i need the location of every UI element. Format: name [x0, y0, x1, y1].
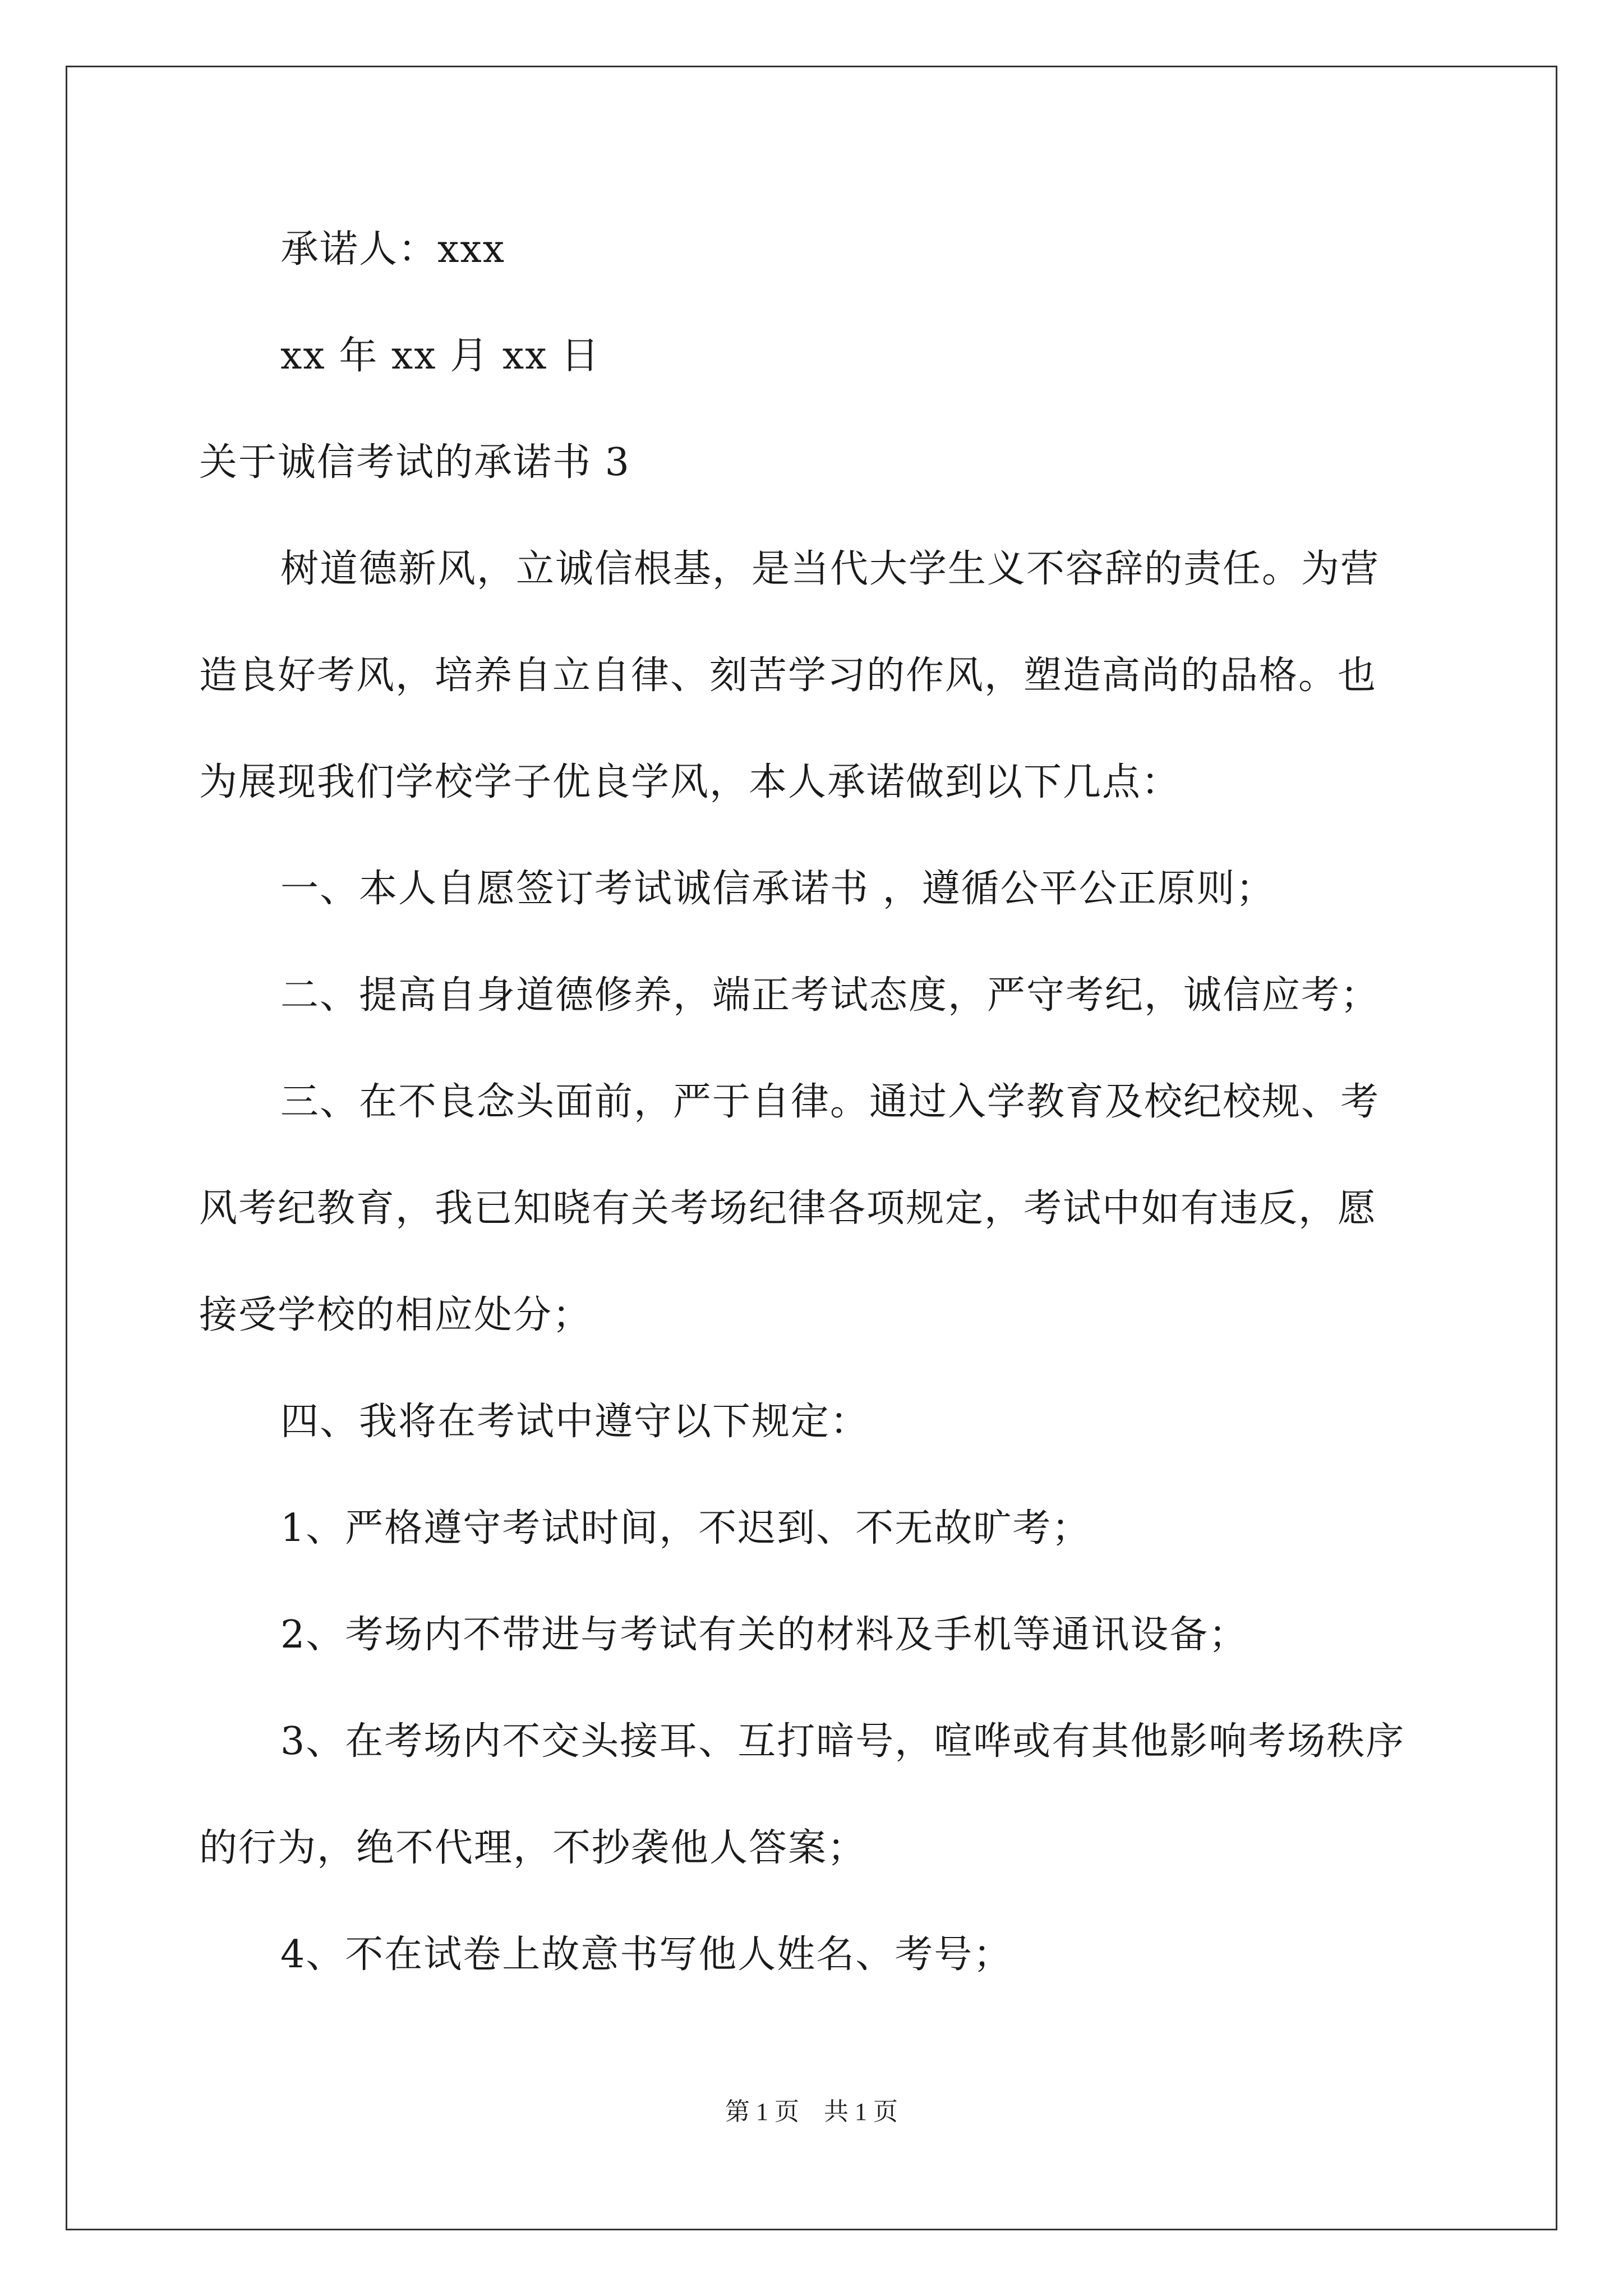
list-item: 3、在考场内不交头接耳、互打暗号，喧哗或有其他影响考场秩序: [280, 1719, 1405, 1764]
list-item: 一、本人自愿签订考试诚信承诺书 ，遵循公平公正原则；: [280, 867, 1275, 911]
list-item: 1、严格遵守考试时间，不迟到、不无故旷考；: [280, 1506, 1091, 1550]
page-border: [66, 66, 1557, 2230]
paragraph-line: 接受学校的相应处分；: [199, 1293, 592, 1337]
list-item: 三、在不良念头面前，严于自律。通过入学教育及校纪校规、考: [280, 1080, 1380, 1124]
date-line: xx 年 xx 月 xx 日: [280, 334, 601, 378]
paragraph-line: 为展现我们学校学子优良学风，本人承诺做到以下几点：: [199, 760, 1181, 804]
paragraph-line: 造良好考风，培养自立自律、刻苦学习的作风，塑造高尚的品格。也: [199, 654, 1377, 698]
section-heading: 关于诚信考试的承诺书 3: [199, 440, 630, 485]
page-footer: 第 1 页 共 1 页: [725, 2098, 898, 2125]
list-item: 2、考场内不带进与考试有关的材料及手机等通讯设备；: [280, 1613, 1248, 1657]
list-item: 4、不在试卷上故意书写他人姓名、考号；: [280, 1932, 1013, 1977]
paragraph-line: 风考纪教育，我已知晓有关考场纪律各项规定，考试中如有违反，愿: [199, 1186, 1377, 1231]
list-item: 二、提高自身道德修养，端正考试态度，严守考纪，诚信应考；: [280, 973, 1380, 1018]
paragraph-line: 树道德新风，立诚信根基，是当代大学生义不容辞的责任。为营: [280, 547, 1380, 591]
list-item: 四、我将在考试中遵守以下规定：: [280, 1400, 870, 1444]
signer-line: 承诺人：xxx: [280, 227, 506, 272]
paragraph-line: 的行为，绝不代理，不抄袭他人答案；: [199, 1826, 867, 1870]
